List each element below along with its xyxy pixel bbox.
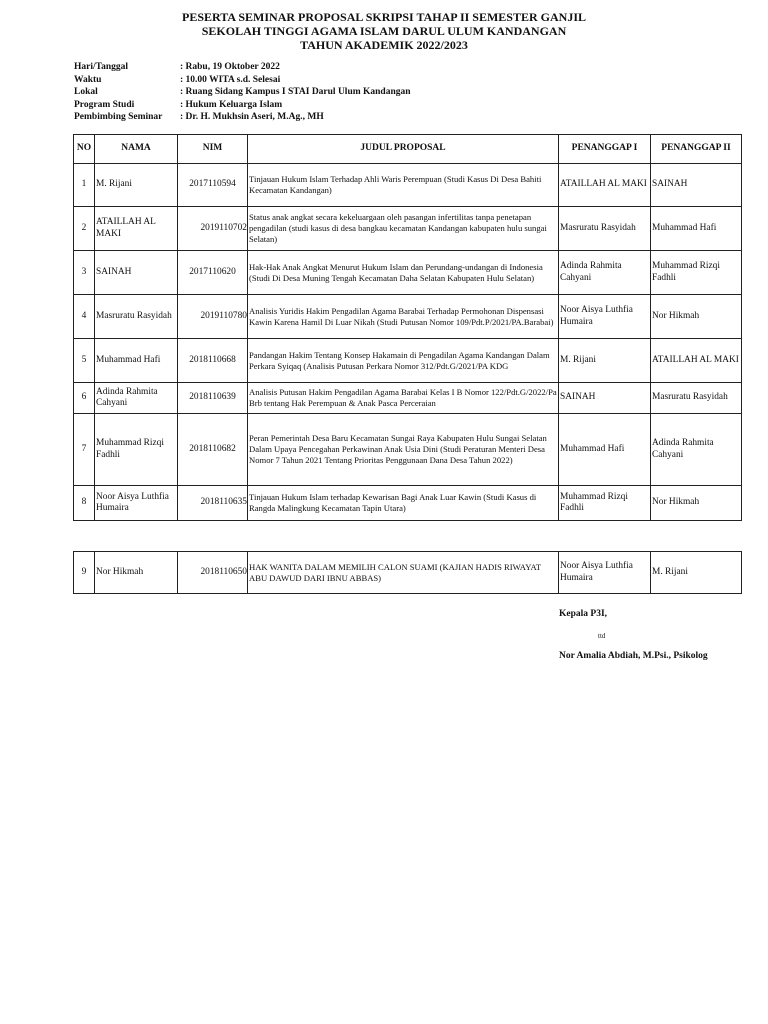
cell-nim: 2017110620	[178, 251, 248, 295]
cell-penanggap-2: Muhammad Rizqi Fadhli	[651, 251, 742, 295]
info-label: Pembimbing Seminar	[74, 112, 163, 122]
column-header: PENANGGAP I	[559, 135, 651, 164]
cell-penanggap-1: M. Rijani	[559, 339, 651, 383]
table-row	[74, 552, 742, 594]
cell-judul: Analisis Yuridis Hakim Pengadilan Agama Barabai Terhadap Permohonan Dispensasi Kawin Karena Hamil Di Luar Nikah (Studi Putusan Nomor 109/Pdt.P/2021/PA.Barabai)	[248, 295, 559, 339]
cell-penanggap-1: Noor Aisya Luthfia Humaira	[559, 295, 651, 339]
info-label: Hari/Tanggal	[74, 62, 129, 72]
cell-judul: Pandangan Hakim Tentang Konsep Hakamain di Pengadilan Agama Kandangan Dalam Perkara Syiqaq (Analisis Putusan Perkara Nomor 312/Pdt.G/2021/PA KDG	[248, 339, 559, 383]
cell-judul: Analisis Putusan Hakim Pengadilan Agama Barabai Kelas I B Nomor 122/Pdt.G/2022/Pa Brb tentang Hak Perempuan & Anak Pasca Perceraian	[248, 383, 559, 414]
table-row	[74, 383, 742, 414]
cell-penanggap-2: SAINAH	[651, 164, 742, 207]
cell-no: 1	[74, 164, 95, 207]
cell-nama: SAINAH	[95, 251, 178, 295]
cell-penanggap-1: ATAILLAH AL MAKI	[559, 164, 651, 207]
cell-nama: Noor Aisya Luthfia Humaira	[95, 486, 178, 521]
cell-no: 2	[74, 207, 95, 251]
table-row	[74, 207, 742, 251]
info-value: : Hukum Keluarga Islam	[180, 99, 283, 110]
cell-nim: 2018110650	[178, 552, 248, 594]
cell-penanggap-2: Muhammad Hafi	[651, 207, 742, 251]
cell-penanggap-1: Adinda Rahmita Cahyani	[559, 251, 651, 295]
cell-penanggap-2: Nor Hikmah	[651, 295, 742, 339]
cell-no: 3	[74, 251, 95, 295]
title-line-1: PESERTA SEMINAR PROPOSAL SKRIPSI TAHAP II SEMESTER GANJIL	[181, 10, 586, 24]
cell-penanggap-2: Nor Hikmah	[651, 486, 742, 521]
cell-judul: Status anak angkat secara kekeluargaan oleh pasangan infertilitas tanpa penetapan pengadilan (studi kasus di desa bangkau kecamatan Kandangan kabupaten hulu sungai Selatan)	[248, 207, 559, 251]
cell-judul: Peran Pemerintah Desa Baru Kecamatan Sungai Raya Kabupaten Hulu Sungai Selatan Dalam Upaya Pencegahan Perkawinan Anak Usia Dini (Studi Peraturan Menteri Desa Nomor 7 Tahun 2021 Tentang Prioritas Penggunaan Dana Desa Tahun 2022)	[248, 414, 559, 486]
column-header: JUDUL PROPOSAL	[248, 135, 559, 164]
cell-judul: HAK WANITA DALAM MEMILIH CALON SUAMI (KAJIAN HADIS RIWAYAT ABU DAWUD DARI IBNU ABBAS)	[248, 552, 559, 594]
cell-judul: Hak-Hak Anak Angkat Menurut Hukum Islam dan Perundang-undangan di Indonesia (Studi Di Desa Muning Tengah Kecamatan Daha Selatan Kabupaten Hulu Selatan)	[248, 251, 559, 295]
cell-penanggap-2: M. Rijani	[651, 552, 742, 594]
cell-no: 5	[74, 339, 95, 383]
cell-nim: 2018110668	[178, 339, 248, 383]
table-row	[74, 295, 742, 339]
info-value: : Ruang Sidang Kampus I STAI Darul Ulum Kandangan	[180, 87, 411, 97]
cell-nim: 2018110682	[178, 414, 248, 486]
cell-penanggap-2: Adinda Rahmita Cahyani	[651, 414, 742, 486]
title-line-2: SEKOLAH TINGGI AGAMA ISLAM DARUL ULUM KANDANGAN	[201, 24, 567, 38]
table-row	[74, 164, 742, 207]
participants-table-continued	[73, 551, 742, 594]
cell-no: 8	[74, 486, 95, 521]
cell-no: 4	[74, 295, 95, 339]
column-header: NAMA	[95, 135, 178, 164]
signature-role: Kepala P3I,	[559, 609, 608, 619]
cell-nim: 2018110639	[178, 383, 248, 414]
cell-nama: M. Rijani	[95, 164, 178, 207]
cell-judul: Tinjauan Hukum Islam terhadap Kewarisan Bagi Anak Luar Kawin (Studi Kasus di Rangda Malingkung Kecamatan Tapin Utara)	[248, 486, 559, 521]
info-label: Program Studi	[74, 99, 135, 110]
table-row	[74, 339, 742, 383]
cell-penanggap-1: SAINAH	[559, 383, 651, 414]
cell-judul: Tinjauan Hukum Islam Terhadap Ahli Waris Perempuan (Studi Kasus Di Desa Bahiti Kecamatan Kandangan)	[248, 164, 559, 207]
cell-nim: 2019110702	[178, 207, 248, 251]
cell-penanggap-2: Masruratu Rasyidah	[651, 383, 742, 414]
column-header: NO	[74, 135, 95, 164]
column-header: PENANGGAP II	[651, 135, 742, 164]
cell-nama: Nor Hikmah	[95, 552, 178, 594]
cell-nama: Masruratu Rasyidah	[95, 295, 178, 339]
table-row	[74, 251, 742, 295]
table-row	[74, 486, 742, 521]
column-header: NIM	[178, 135, 248, 164]
cell-no: 9	[74, 552, 95, 594]
table-row	[74, 414, 742, 486]
cell-nim: 2018110635	[178, 486, 248, 521]
info-value: : 10.00 WITA s.d. Selesai	[180, 74, 281, 85]
cell-penanggap-1: Masruratu Rasyidah	[559, 207, 651, 251]
cell-nama: Muhammad Hafi	[95, 339, 178, 383]
info-value: : Rabu, 19 Oktober 2022	[180, 62, 280, 72]
cell-nama: Adinda Rahmita Cahyani	[95, 383, 178, 414]
signature-ttd: ttd	[598, 632, 606, 640]
cell-penanggap-2: ATAILLAH AL MAKI	[651, 339, 742, 383]
cell-nim: 2019110780	[178, 295, 248, 339]
table-header-row	[74, 135, 742, 164]
info-label: Waktu	[74, 74, 102, 85]
participants-table	[73, 134, 742, 521]
cell-penanggap-1: Muhammad Rizqi Fadhli	[559, 486, 651, 521]
cell-no: 6	[74, 383, 95, 414]
cell-penanggap-1: Noor Aisya Luthfia Humaira	[559, 552, 651, 594]
info-label: Lokal	[74, 87, 98, 97]
cell-penanggap-1: Muhammad Hafi	[559, 414, 651, 486]
info-value: : Dr. H. Mukhsin Aseri, M.Ag., MH	[180, 112, 324, 122]
cell-nama: Muhammad Rizqi Fadhli	[95, 414, 178, 486]
cell-nama: ATAILLAH AL MAKI	[95, 207, 178, 251]
signature-name: Nor Amalia Abdiah, M.Psi., Psikolog	[559, 651, 708, 661]
cell-no: 7	[74, 414, 95, 486]
title-line-3: TAHUN AKADEMIK 2022/2023	[300, 38, 468, 52]
cell-nim: 2017110594	[178, 164, 248, 207]
